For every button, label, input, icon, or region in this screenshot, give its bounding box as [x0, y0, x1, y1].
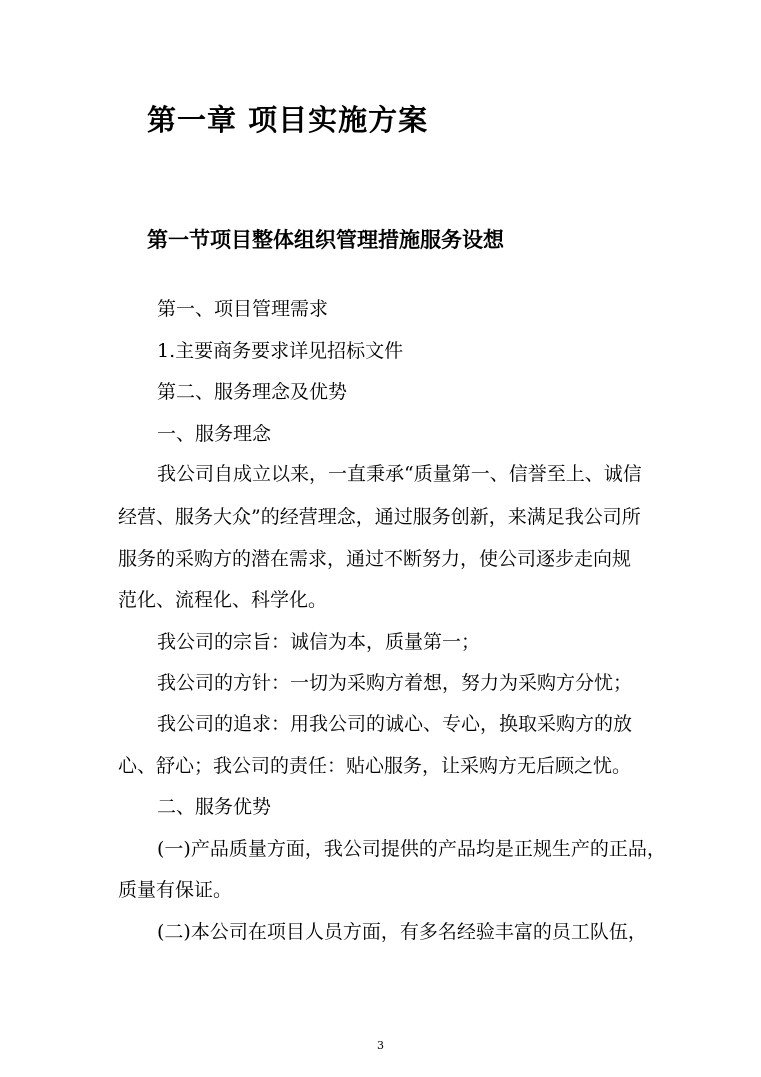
paragraph-line: 第二、服务理念及优势 [157, 381, 348, 403]
paragraph-line: 范化、流程化、科学化。 [118, 589, 328, 611]
page-number: 3 [377, 1039, 384, 1052]
paragraph-line: 我公司的追求：用我公司的诚心、专心，换取采购方的放 [157, 713, 633, 735]
paragraph-line: (一)产品质量方面，我公司提供的产品均是正规生产的正品， [157, 838, 666, 860]
paragraph-line: 经营、服务大众”的经营理念，通过服务创新，来满足我公司所 [118, 506, 641, 528]
paragraph-line: 我公司的方针：一切为采购方着想，努力为采购方分忧； [157, 672, 633, 694]
paragraph-line: 1.主要商务要求详见招标文件 [157, 340, 404, 362]
paragraph-line: 服务的采购方的潜在需求，通过不断努力，使公司逐步走向规 [118, 548, 632, 570]
paragraph-line: 第一、项目管理需求 [157, 298, 329, 320]
paragraph-line: 一、服务理念 [157, 423, 272, 445]
paragraph-line: 我公司自成立以来，一直秉承“质量第一、信誉至上、诚信 [157, 463, 642, 485]
section-title: 第一节项目整体组织管理措施服务设想 [147, 227, 504, 252]
chapter-title: 第一章 项目实施方案 [147, 103, 429, 137]
paragraph-line: (二)本公司在项目人员方面，有多名经验丰富的员工队伍， [157, 921, 647, 943]
paragraph-line: 心、舒心；我公司的责任：贴心服务，让采购方无后顾之忧。 [118, 755, 632, 777]
paragraph-line: 质量有保证。 [118, 879, 233, 901]
paragraph-line: 我公司的宗旨：诚信为本，质量第一； [157, 631, 481, 653]
paragraph-line: 二、服务优势 [157, 796, 272, 818]
